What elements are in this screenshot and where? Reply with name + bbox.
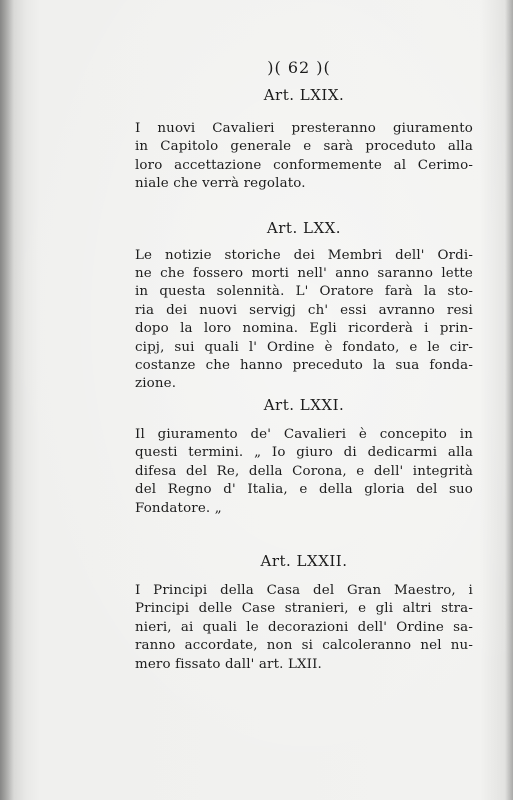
text-line: nieri, ai quali le decorazioni dell' Ordine sa- [135, 619, 473, 635]
article-heading: Art. LXX. [266, 218, 342, 237]
page-text [135, 58, 473, 674]
article-heading: Art. LXXII. [260, 551, 348, 570]
text-line: dopo la loro nomina. Egli ricorderà i prin- [135, 321, 473, 337]
page-edge-shadow [505, 0, 513, 800]
text-line: I Principi della Casa del Gran Maestro, i [135, 582, 473, 598]
text-line: Le notizie storiche dei Membri dell' Ordi- [135, 247, 473, 263]
text-line: mero fissato dall' art. LXII. [135, 656, 322, 672]
text-line: in Capitolo generale e sarà proceduto alla [135, 139, 473, 155]
text-line: difesa del Re, della Corona, e dell' integrità [135, 463, 473, 479]
text-line: ranno accordate, non si calcoleranno nel nu- [135, 638, 473, 654]
text-line: questi termini. „ Io giuro di dedicarmi alla [135, 445, 473, 461]
text-line: I nuovi Cavalieri presteranno giuramento [135, 121, 473, 136]
text-line: ria dei nuovi servigj ch' essi avranno resi [135, 302, 473, 318]
text-line: loro accettazione conformemente al Cerimo- [135, 157, 473, 173]
text-line: Il giuramento de' Cavalieri è concepito in [135, 426, 473, 442]
article-heading: Art. LXIX. [263, 86, 345, 104]
text-line: cipj, sui quali l' Ordine è fondato, e le cir- [135, 339, 473, 355]
text-line: niale che verrà regolato. [135, 176, 306, 192]
text-line: ne che fossero morti nell' anno saranno lette [135, 266, 473, 282]
page-number: )( 62 )( [267, 58, 331, 77]
binding-shadow [0, 0, 14, 800]
article-paragraph [135, 426, 473, 518]
article-paragraph [135, 120, 473, 194]
article-paragraph [135, 247, 473, 394]
text-line: del Regno d' Italia, e della gloria del suo [135, 482, 473, 498]
text-line: in questa solennità. L' Oratore farà la sto- [135, 284, 473, 300]
article-paragraph [135, 582, 473, 674]
article-heading: Art. LXXI. [263, 395, 345, 414]
text-line: Fondatore. „ [135, 500, 222, 516]
text-line: costanze che hanno preceduto la sua fonda- [135, 358, 473, 374]
text-line: zione. [135, 376, 177, 392]
text-line: Principi delle Case stranieri, e gli altri stra- [135, 601, 473, 617]
